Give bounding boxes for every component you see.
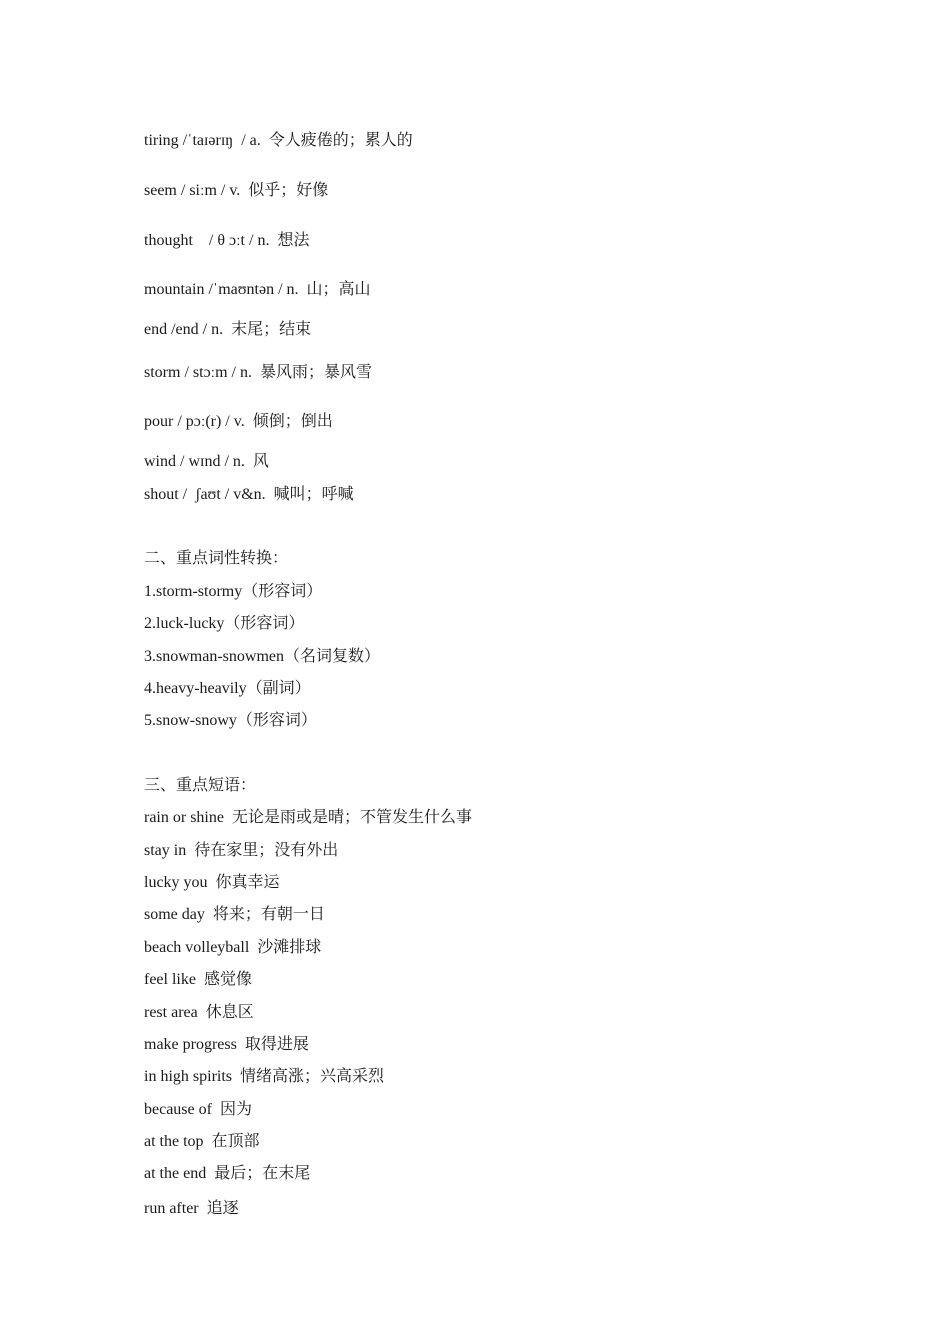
section-heading-phrases: 三、重点短语： xyxy=(144,777,257,794)
phrase-item: beach volleyball 沙滩排球 xyxy=(144,939,322,956)
word-form-item: 5.snow-snowy（形容词） xyxy=(144,712,317,729)
phrase-item: make progress 取得进展 xyxy=(144,1036,309,1053)
phrase-item: stay in 待在家里；没有外出 xyxy=(144,842,339,859)
phrase-item: run after 追逐 xyxy=(144,1200,239,1217)
vocab-entry: seem / siːm / v. 似乎；好像 xyxy=(144,182,329,199)
vocab-entry: tiring /ˈtaɪərɪŋ / a. 令人疲倦的；累人的 xyxy=(144,132,413,149)
section-heading-word-forms: 二、重点词性转换： xyxy=(144,550,289,567)
word-form-item: 1.storm-stormy（形容词） xyxy=(144,583,323,600)
phrase-item: in high spirits 情绪高涨；兴高采烈 xyxy=(144,1068,385,1085)
vocab-entry: shout / ʃaʊt / v&n. 喊叫；呼喊 xyxy=(144,486,354,503)
phrase-item: rain or shine 无论是雨或是晴；不管发生什么事 xyxy=(144,809,472,826)
phrase-item: some day 将来；有朝一日 xyxy=(144,906,325,923)
vocab-entry: wind / wɪnd / n. 风 xyxy=(144,453,269,470)
phrase-item: feel like 感觉像 xyxy=(144,971,252,988)
vocab-entry: end /end / n. 末尾；结束 xyxy=(144,321,312,338)
phrase-item: because of 因为 xyxy=(144,1101,252,1118)
vocab-entry: mountain /ˈmaʊntən / n. 山；高山 xyxy=(144,281,371,298)
word-form-item: 4.heavy-heavily（副词） xyxy=(144,680,311,697)
vocab-entry: pour / pɔː(r) / v. 倾倒；倒出 xyxy=(144,413,333,430)
word-form-item: 3.snowman-snowmen（名词复数） xyxy=(144,648,380,665)
vocab-entry: thought / θ ɔːt / n. 想法 xyxy=(144,232,310,249)
phrase-item: rest area 休息区 xyxy=(144,1004,254,1021)
phrase-item: at the top 在顶部 xyxy=(144,1133,260,1150)
phrase-item: at the end 最后；在末尾 xyxy=(144,1165,311,1182)
phrase-item: lucky you 你真幸运 xyxy=(144,874,280,891)
vocab-entry: storm / stɔːm / n. 暴风雨；暴风雪 xyxy=(144,364,373,381)
word-form-item: 2.luck-lucky（形容词） xyxy=(144,615,305,632)
